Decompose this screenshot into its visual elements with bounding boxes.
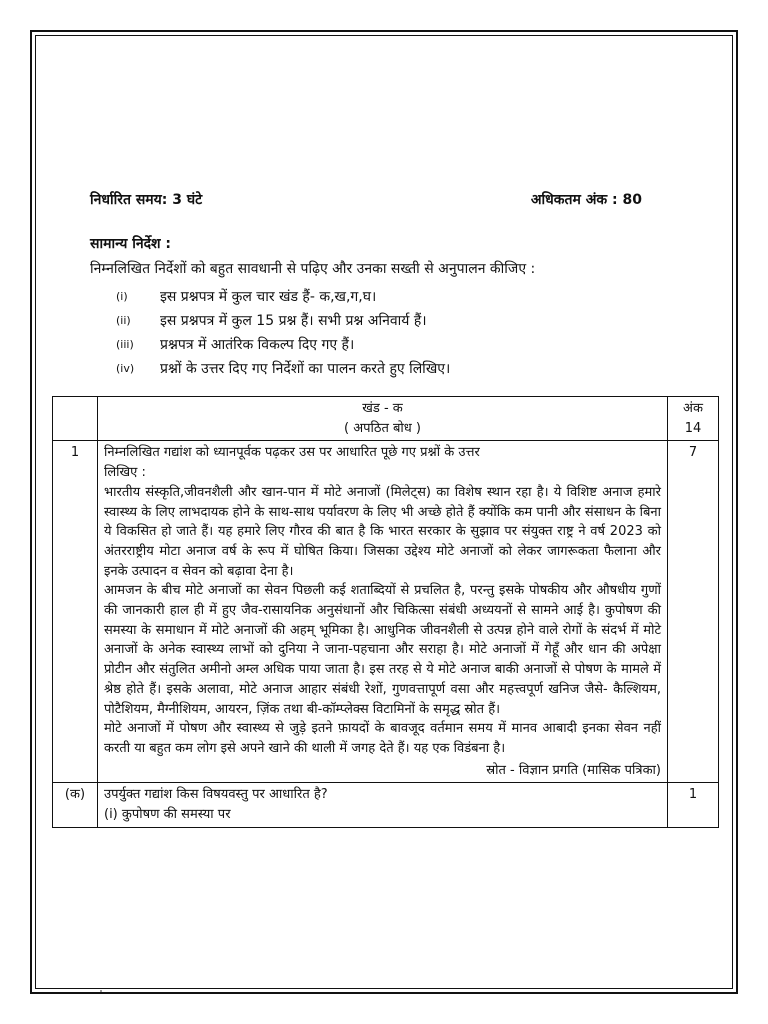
section-title-cell — [98, 397, 668, 441]
subquestion-marks: 1 — [668, 783, 719, 827]
scan-speck — [100, 990, 102, 992]
answer-option: (i) कुपोषण की समस्या पर — [104, 807, 231, 823]
instruction-item — [116, 356, 450, 380]
question-table — [52, 396, 719, 828]
instruction-text: इस प्रश्नपत्र में कुल चार खंड हैं- क,ख,ग,घ। — [160, 288, 377, 305]
section-title: खंड - क — [362, 401, 403, 416]
instruction-number: (ii) — [116, 313, 131, 327]
instruction-number: (i) — [116, 289, 128, 303]
section-marks-value: 14 — [684, 420, 702, 436]
instructions-list — [116, 284, 450, 380]
question-row — [53, 783, 719, 827]
exam-header — [90, 190, 642, 209]
section-header-row — [53, 397, 719, 441]
section-marks-cell — [668, 397, 719, 441]
empty-cell — [53, 397, 98, 441]
instructions-heading: सामान्य निर्देश : — [90, 236, 172, 252]
instruction-text: प्रश्नों के उत्तर दिए गए निर्देशों का पालन करते हुए लिखिए। — [160, 360, 451, 377]
question-prompt: निम्नलिखित गद्यांश को ध्यानपूर्वक पढ़कर उस पर आधारित पूछे गए प्रश्नों के उत्तर — [104, 445, 480, 461]
passage-source: स्रोत - विज्ञान प्रगति (मासिक पत्रिका) — [486, 762, 661, 778]
passage-paragraph: आमजन के बीच मोटे अनाजों का सेवन पिछली कई शताब्दियों से प्रचलित है, परन्तु इसके पोषकीय और औषधीय गुणों की जानकारी हाल ही में हुए जैव-रासायनिक अनुसंधानों और चिकित्सा संबंधी अध्ययनों से सामने आई है। कुपोषण की समस्या के समाधान में मोटे अनाजों की अहम् भूमिका है। आधुनिक जीवनशैली से उत्पन्न होने वाले रोगों के संदर्भ में मोटे अनाजों के अनेक स्वास्थ्य लाभों को दुनिया ने जाना-पहचाना और सराहा है। मोटे अनाजों में गेहूँ और धान की अपेक्षा प्रोटीन और संतुलित अमीनो अम्ल अधिक पाया जाता है। इस तरह से ये मोटे अनाज बाकी अनाजों से पोषण के मामले में श्रेष्ठ होते हैं। इसके अलावा, मोटे अनाज आहार संबंधी रेशों, गुणवत्तापूर्ण वसा और महत्त्वपूर्ण खनिज जैसे- कैल्शियम, पोटैशियम, मैग्नीशियम, आयरन, ज़िंक तथा बी-कॉम्प्लेक्स विटामिनों के समृद्ध स्रोत हैं। — [104, 583, 661, 717]
instructions-intro: निम्नलिखित निर्देशों को बहुत सावधानी से पढ़िए और उनका सख्ती से अनुपालन कीजिए : — [90, 261, 536, 277]
instruction-item — [116, 332, 450, 356]
passage-paragraph: मोटे अनाजों में पोषण और स्वास्थ्य से जुड़े इतने फ़ायदों के बावजूद वर्तमान समय में मानव आबादी इनका सेवन नहीं करती या बहुत कम लोग इसे अपने खाने की थाली में जगह देते हैं। यह एक विडंबना है। — [104, 721, 661, 756]
question-number: 1 — [53, 441, 98, 783]
marks-label: अंक — [683, 401, 703, 416]
question-marks: 7 — [668, 441, 719, 783]
passage-cell — [98, 441, 668, 783]
passage-paragraph: भारतीय संस्कृति,जीवनशैली और खान-पान में मोटे अनाजों (मिलेट्स) का विशेष स्थान रहा है। ये विशिष्ट अनाज हमारे स्वास्थ्य के लिए लाभदायक होने के साथ-साथ पर्यावरण के लिए भी अच्छे होते हैं क्योंकि कम पानी और संसाधन के बिना ये विकसित हो जाते हैं। यह हमारे लिए गौरव की बात है कि भारत सरकार के सुझाव पर संयुक्त राष्ट्र ने वर्ष 2023 को अंतरराष्ट्रीय मोटा अनाज वर्ष के रूप में घोषित किया। जिसका उद्देश्य मोटे अनाजों को लेकर जागरूकता फैलाना और इनके उत्पादन व सेवन को बढ़ावा देना है। — [104, 484, 661, 579]
time-allowed: निर्धारित समय: 3 घंटे — [90, 192, 203, 208]
question-prompt-continued: लिखिए : — [104, 465, 146, 481]
instruction-item — [116, 308, 450, 332]
instruction-number: (iii) — [116, 337, 134, 351]
instruction-text: प्रश्नपत्र में आतंरिक विकल्प दिए गए हैं। — [160, 336, 355, 353]
subquestion-text: उपर्युक्त गद्यांश किस विषयवस्तु पर आधारित है? — [104, 787, 328, 803]
maximum-marks: अधिकतम अंक : 80 — [530, 192, 642, 208]
instruction-text: इस प्रश्नपत्र में कुल 15 प्रश्न हैं। सभी प्रश्न अनिवार्य हैं। — [160, 312, 427, 329]
question-row — [53, 441, 719, 783]
subquestion-cell — [98, 783, 668, 827]
instruction-number: (iv) — [116, 361, 135, 375]
section-subtitle: ( अपठित बोध ) — [344, 420, 421, 436]
instruction-item — [116, 284, 450, 308]
subquestion-label: (क) — [53, 783, 98, 827]
